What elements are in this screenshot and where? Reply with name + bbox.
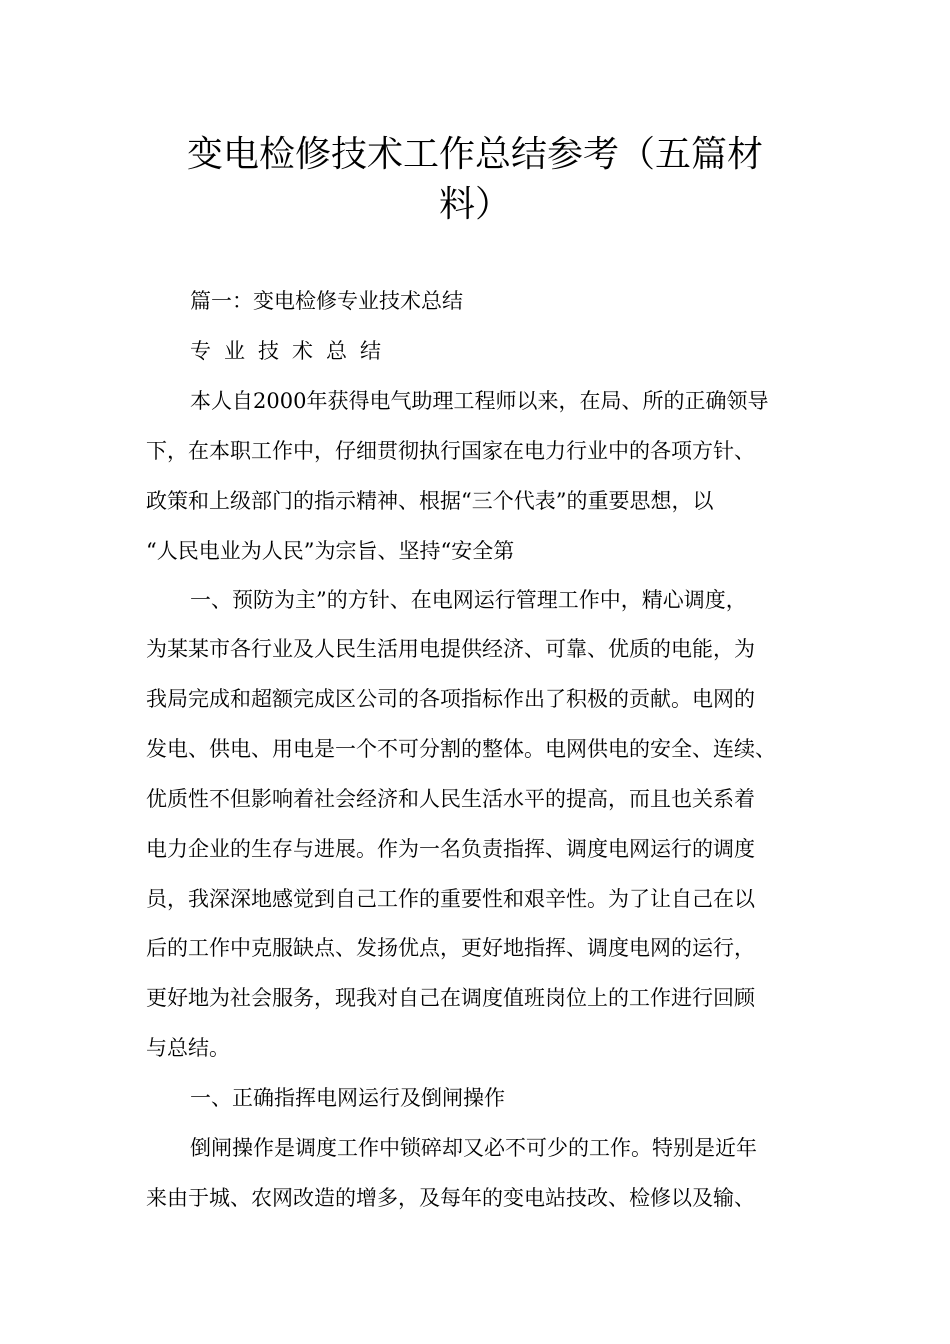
paragraph-line: 政策和上级部门的指示精神、根据“三个代表”的重要思想，以 bbox=[146, 489, 714, 513]
paragraph-line: 更好地为社会服务，现我对自己在调度值班岗位上的工作进行回顾 bbox=[146, 986, 755, 1010]
paragraph-line: “人民电业为人民”为宗旨、坚持“安全第 bbox=[146, 539, 515, 563]
paragraph-line: 倒闸操作是调度工作中锁碎却又必不可少的工作。特别是近年 bbox=[190, 1136, 757, 1160]
paragraph-line: 发电、供电、用电是一个不可分割的整体。电网供电的安全、连续、 bbox=[146, 737, 776, 761]
paragraph-line: 后的工作中克服缺点、发扬优点，更好地指挥、调度电网的运行， bbox=[146, 936, 755, 960]
paragraph-line: 我局完成和超额完成区公司的各项指标作出了积极的贡献。电网的 bbox=[146, 687, 755, 711]
document-title bbox=[120, 130, 830, 230]
title-line-2: 料） bbox=[438, 184, 511, 225]
section-heading: 一、正确指挥电网运行及倒闸操作 bbox=[190, 1086, 505, 1110]
subsection-heading: 专业技术总结 bbox=[190, 339, 394, 363]
paragraph-line: 下，在本职工作中，仔细贯彻执行国家在电力行业中的各项方针、 bbox=[146, 439, 755, 463]
paragraph-line: 电力企业的生存与进展。作为一名负责指挥、调度电网运行的调度 bbox=[146, 837, 755, 861]
paragraph-line: 来由于城、农网改造的增多，及每年的变电站技改、检修以及输、 bbox=[146, 1186, 755, 1210]
paragraph-line: 优质性不但影响着社会经济和人民生活水平的提高，而且也关系着 bbox=[146, 787, 755, 811]
paragraph-line: 一、预防为主”的方针、在电网运行管理工作中，精心调度， bbox=[190, 588, 747, 612]
section-heading: 篇一：变电检修专业技术总结 bbox=[190, 289, 463, 313]
paragraph-line: 本人自2000年获得电气助理工程师以来，在局、所的正确领导 bbox=[190, 389, 769, 413]
paragraph-line: 与总结。 bbox=[146, 1036, 230, 1060]
paragraph-line: 为某某市各行业及人民生活用电提供经济、可靠、优质的电能，为 bbox=[146, 637, 755, 661]
title-line-1: 变电检修技术工作总结参考（五篇材 bbox=[186, 134, 763, 175]
paragraph-line: 员，我深深地感觉到自己工作的重要性和艰辛性。为了让自己在以 bbox=[146, 887, 755, 911]
